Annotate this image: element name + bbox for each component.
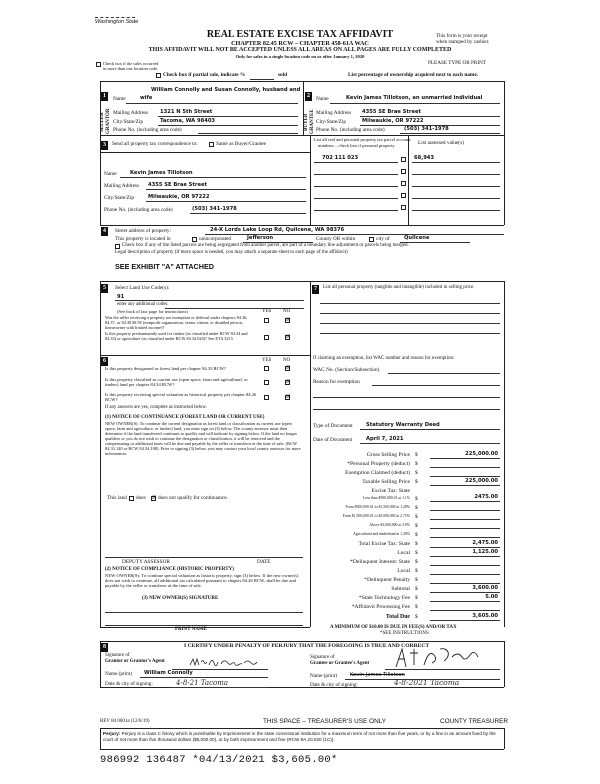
land-use-label: Select Land Use Code(s): [115, 285, 170, 291]
local-tax-label: Local [397, 550, 410, 556]
grantor-date-city[interactable]: 4-8-21 Tacoma [176, 679, 229, 687]
grantor-name-label: Name (print) [105, 671, 132, 677]
seller-name-2[interactable]: wife [140, 95, 153, 101]
interest-local-dollar: $ [415, 568, 418, 574]
subtotal-label: Subtotal [391, 586, 410, 592]
tier3-dollar: $ [415, 514, 418, 520]
corr-phone-label: Phone No. (including area code) [104, 207, 173, 213]
doc-type-label: Type of Document [313, 423, 353, 429]
reason-label: Reason for exemption [313, 379, 360, 385]
legal-description-label: Legal description of property (if more space is needed, you may attach a separate sheet to each page of the affidavit) [115, 250, 348, 255]
section-2-badge: 2 [307, 93, 310, 99]
grantee-sig-label: Signature of [310, 655, 335, 660]
tier3-label: From $1,500,000.01 to $3,000,000 at 2.75% [342, 514, 410, 518]
minimum-note: A MINIMUM OF $10.00 IS DUE IN FEE(S) AND/OR TAX [330, 625, 457, 630]
processing-fee-dollar: $ [415, 604, 418, 610]
perjury-notice: Perjury: Perjury is a class C felony which is punishable by imprisonment in the state correctional institution for a maximum term of not more than five years, or by a fine in an amount fixed by the court of not more than five thousand dollars ($5,000.00), or by both imprisonment and fine (RCW 9A.20.020 (1C)). [103, 731, 496, 742]
total-excise-value[interactable]: 2,475.00 [472, 540, 498, 546]
assessed-value[interactable]: 68,943 [414, 155, 435, 161]
buyer-city[interactable]: Milwaukie, OR 97222 [362, 118, 424, 124]
no-header-6: NO [283, 358, 291, 363]
seller-side-label: SELLER GRANTOR [100, 108, 111, 134]
gross-value[interactable]: 225,000.00 [465, 451, 498, 457]
buyer-name-label: Name [316, 96, 329, 102]
processing-fee-label: *Affidavit Processing Fee [351, 604, 410, 610]
yes-header: YES [262, 309, 272, 314]
historic-no-checkbox[interactable]: ☒ [286, 395, 291, 400]
corr-name-label: Name [104, 171, 117, 177]
section-6-badge: 6 [103, 358, 106, 364]
personal-property-checkbox[interactable] [401, 169, 406, 174]
gross-dollar: $ [415, 452, 418, 458]
historic-question: Is this property receiving special valuation as historical property per chapter 84.26 RCW? [105, 392, 257, 402]
seller-city[interactable]: Tacoma, WA 98403 [160, 118, 216, 124]
form-chapter: CHAPTER 82.45 RCW – CHAPTER 458-61A WAC [231, 40, 369, 47]
interest-state-label: *Delinquent Interest: State [350, 559, 410, 565]
grantee-date-city[interactable]: 4-8-2021 Tacoma [394, 678, 460, 687]
q2-yes-checkbox[interactable] [264, 335, 269, 340]
personal-dollar: $ [415, 461, 418, 467]
additional-codes-label: enter any additional codes: [117, 302, 169, 307]
treasurer-use-label: THIS SPACE – TREASURER'S USE ONLY [263, 718, 387, 725]
parcel-header: List all real and personal property tax parcel account [314, 137, 411, 142]
multi-location-label-2: in more than one location code. [103, 66, 159, 71]
grantor-sig-label: Signature of [105, 653, 130, 658]
current-use-yes-checkbox[interactable] [264, 380, 269, 385]
tier4-dollar: $ [415, 523, 418, 529]
state-label: Washington State [95, 19, 139, 25]
subtotal-dollar: $ [415, 586, 418, 592]
historic-yes-checkbox[interactable] [264, 395, 269, 400]
exemption-deduct-label: Exemption Claimed (deduct) [345, 470, 410, 476]
county-or-label: County OR within [316, 236, 356, 242]
city-value[interactable]: Quilcene [404, 235, 430, 241]
receipt-note-2: when stamped by cashier. [436, 39, 490, 45]
assessed-header: List assessed value(s) [418, 140, 464, 146]
this-land-label: This land [107, 495, 127, 501]
timber-question: Is this property predominantly used for timber (as classified under RCW 84.34 and 84.33) or agriculture (as classified under RCW 84.34.020)? See ETA 3215 [105, 331, 248, 341]
property-street[interactable]: 24-X Lords Lake Loop Rd, Quilcene, WA 98376 [210, 227, 345, 233]
tier1-label: Less than $500,000.01 at 1.1% [363, 496, 410, 500]
grantee-date-label: Date & city of signing: [310, 682, 358, 688]
section-4-badge: 4 [103, 228, 106, 234]
interest-local-label: Local [397, 568, 410, 574]
type-or-print: PLEASE TYPE OR PRINT [428, 60, 486, 66]
total-due-label: Total Due [385, 614, 410, 620]
form-subnotice: Only for sales in a single location code on or after January 1, 2020 [235, 54, 365, 59]
city-checkbox[interactable] [369, 237, 374, 242]
located-label: This property is located in [115, 236, 171, 242]
buyer-phone[interactable]: (503) 341-1978 [404, 126, 449, 132]
same-as-buyer-checkbox[interactable] [209, 142, 214, 147]
street-label: Street address of property: [115, 228, 172, 234]
total-due-dollar: $ [415, 614, 418, 620]
grantee-name-label: Name (print) [310, 673, 337, 679]
personal-property-checkbox[interactable] [401, 181, 406, 186]
total-excise-label: Total Excise Tax: State [358, 541, 410, 547]
print-name-label: PRINT NAME [175, 627, 207, 632]
tier1-value[interactable]: 2475.00 [474, 494, 498, 500]
q1-no-checkbox[interactable]: ☒ [286, 318, 291, 323]
tier5-dollar: $ [415, 532, 418, 538]
buyer-address-label: Mailing Address [316, 110, 352, 116]
partial-sale-label: Check box if partial sale, indicate % [163, 72, 246, 78]
q1-yes-checkbox[interactable] [264, 318, 269, 323]
taxable-dollar: $ [415, 479, 418, 485]
corr-address[interactable]: 4355 SE Brae Street [148, 182, 207, 188]
notice-continuance-text: NEW OWNER(S): To continue the current designation as forest land or classification as current use (open space, farm and agriculture, or timber) land, you must sign on (3) below. The county assessor must then determine if the land transferred continues to qualify and will indicate by signing below. If the land no longer qualifies or you do not wish to continue the designation or classification, it will be removed and the compensating or additional taxes will be due and payable by the seller or transferor at the time of sale. (RCW 84.33.140 or RCW 84.34.108). Prior to signing (3) below, you may contact your local county assessor for more information. [105, 421, 301, 457]
section-1-badge: 1 [103, 93, 106, 99]
county-treasurer-label: COUNTY TREASURER [440, 718, 508, 725]
no-header: NO [283, 309, 291, 314]
does-not-label: does not qualify for continuance. [158, 495, 228, 501]
corr-city[interactable]: Milwaukie, OR 97222 [148, 194, 210, 200]
deputy-assessor-label: DEPUTY ASSESSOR [122, 559, 170, 565]
notice-compliance-title: (2) NOTICE OF COMPLIANCE (HISTORIC PROPERTY) [105, 567, 234, 572]
does-label: does [136, 495, 146, 501]
local-tax-value[interactable]: 1,125.00 [472, 549, 498, 555]
tech-fee-dollar: $ [415, 595, 418, 601]
personal-deduct-label: *Personal Property (deduct) [347, 461, 410, 467]
section-7-badge: 7 [314, 286, 317, 292]
doc-type[interactable]: Statutory Warranty Deed [366, 422, 440, 428]
unincorporated-label: unincorporated [199, 236, 232, 242]
certify-title: I CERTIFY UNDER PENALTY OF PERJURY THAT THE FOREGOING IS TRUE AND CORRECT [184, 643, 430, 649]
gross-label: Gross Selling Price [366, 452, 410, 458]
excise-label: Excise Tax: State [371, 488, 410, 494]
current-use-question: Is this property classified as current use (open space, farm and agricultural, or timber) land per chapter 84.34 RCW? [105, 377, 248, 387]
buyer-phone-label: Phone No. (including area code) [316, 127, 385, 133]
segregated-checkbox[interactable] [115, 244, 120, 249]
buyer-name[interactable]: Kevin James Tillotson, an unmarried individual [346, 95, 483, 101]
section-8-badge: 8 [103, 644, 106, 650]
personal-property-checkbox[interactable] [401, 205, 406, 210]
buyer-city-label: City/State/Zip [316, 119, 347, 125]
seller-address-label: Mailing Address [113, 110, 149, 116]
tier4-label: Above $3,000,000 at 3.0% [369, 523, 410, 527]
notice-continuance-title: (1) NOTICE OF CONTINUANCE (FOREST LAND OR CURRENT USE) [105, 415, 265, 420]
corr-city-label: City/State/Zip [104, 195, 135, 201]
grantor-sig-label-2: Grantor or Grantor's Agent [105, 659, 165, 664]
parcel-number[interactable]: 702 111 023 [322, 155, 359, 161]
receipt-stamp: 986992 136487 *04/13/2021 $3,605.00* [100, 754, 338, 766]
section-5-badge: 5 [103, 285, 106, 291]
exemption-question: Was the seller receiving a property tax exemption or deferral under chapters 84.36, 84.37, or 84.38 RCW (nonprofit organization, senior citizen, or disabled person, homeowner with limited income)? [105, 315, 248, 330]
revision-code: REV 84 0001a (12/6/19) [100, 719, 150, 724]
seller-address[interactable]: 1321 N 5th Street [160, 109, 213, 115]
forest-yes-checkbox[interactable] [264, 366, 269, 371]
grantor-date-label: Date & city of signing: [105, 681, 153, 687]
taxable-label: Taxable Selling Price [362, 479, 410, 485]
subtotal-value[interactable]: 3,600.00 [472, 585, 498, 591]
section-3-badge: 3 [103, 142, 106, 148]
segregated-label: Check box if any of the listed parcels are being segregated from another parcel, are part of a boundary line adjustment or parcels being merged. [122, 243, 409, 248]
notice-compliance-text: NEW OWNER(S): To continue special valuation as historic property, sign (3) below. If the new owner(s) does not wish to continue, all additional tax calculated pursuant to chapter 84.26 RCW, shall be due and payable by the seller or transferor at the time of sale. [105, 573, 299, 589]
total-excise-dollar: $ [415, 541, 418, 547]
yes-header-6: YES [262, 358, 272, 363]
seller-name[interactable]: William Connolly and Susan Connolly, husband and [151, 87, 301, 93]
tech-fee-label: *State Technology Fee [358, 595, 410, 601]
seller-phone-label: Phone No. (including area code) [113, 127, 182, 133]
corr-name[interactable]: Kevin James Tillotson [130, 170, 193, 176]
forest-no-checkbox[interactable]: ☒ [286, 366, 291, 371]
tier1-dollar: $ [415, 496, 418, 502]
grantee-name[interactable]: Kevin James Tillotson [350, 672, 405, 678]
tier2-label: From $500,000.01 to $1,500,000 at 1.28% [345, 505, 410, 509]
unincorporated-checkbox[interactable] [192, 237, 197, 242]
tier5-label: Agricultural and timberland at 1.28% [353, 532, 410, 536]
doc-date[interactable]: April 7, 2021 [366, 436, 404, 442]
see-back-note: (See back of last page for instructions) [117, 309, 188, 314]
penalty-label: *Delinquent Penalty [364, 577, 410, 583]
seller-city-label: City/State/Zip [113, 119, 144, 125]
tier2-dollar: $ [415, 505, 418, 511]
new-owner-signature-label: (3) NEW OWNER(S) SIGNATURE [142, 596, 219, 601]
exemption-dollar: $ [415, 470, 418, 476]
wac-label: WAC No. (Section/Subsection) [313, 367, 380, 373]
land-use-code[interactable]: 91 [117, 294, 125, 300]
forest-question: Is this property designated as forest land per chapter 84.33 RCW? [105, 366, 227, 371]
multi-location-label: Check box if the sales occurred [103, 61, 159, 66]
interest-state-dollar: $ [415, 559, 418, 565]
buyer-address[interactable]: 4355 SE Brae Street [362, 109, 421, 115]
county-value[interactable]: Jefferson [247, 235, 274, 241]
form-title: REAL ESTATE EXCISE TAX AFFIDAVIT [206, 29, 394, 40]
corr-phone[interactable]: (503) 341-1978 [192, 206, 237, 212]
does-not-qualify-checkbox[interactable]: ☒ [152, 496, 157, 501]
partial-sale-checkbox[interactable] [156, 73, 161, 78]
form-notice: THIS AFFIDAVIT WILL NOT BE ACCEPTED UNLESS ALL AREAS ON ALL PAGES ARE FULLY COMPLETED [148, 47, 452, 53]
doc-date-label: Date of Document [313, 437, 353, 443]
same-as-buyer-label: Same as Buyer/Grantee [216, 141, 267, 147]
personal-property-checkbox[interactable] [401, 157, 406, 162]
grantee-signature[interactable] [392, 645, 482, 672]
answers-note: If any answers are yes, complete as instructed below. [105, 405, 207, 410]
grantor-name[interactable]: William Connolly [144, 670, 193, 676]
seller-name-label: Name [113, 96, 126, 102]
current-use-no-checkbox[interactable]: ☒ [286, 380, 291, 385]
penalty-dollar: $ [415, 577, 418, 583]
q2-no-checkbox[interactable]: ☒ [286, 335, 291, 340]
date-label: DATE [257, 559, 271, 565]
total-due-value[interactable]: 3,605.00 [472, 613, 498, 619]
does-qualify-checkbox[interactable] [129, 496, 134, 501]
multi-location-checkbox[interactable] [96, 62, 101, 67]
local-tax-dollar: $ [415, 550, 418, 556]
taxable-value[interactable]: 225,000.00 [465, 478, 498, 484]
sold-label: sold [278, 72, 288, 78]
see-instructions: *SEE INSTRUCTIONS [380, 631, 429, 636]
receipt-note: This form is your receipt [436, 33, 488, 39]
exhibit-text[interactable]: SEE EXHIBIT "A" ATTACHED [115, 262, 214, 271]
wac-intro: If claiming an exemption, list WAC number and reason for exemption: [313, 356, 455, 361]
personal-property-checkbox[interactable] [401, 193, 406, 198]
grantee-sig-label-2: Grantee or Grantee's Agent [310, 661, 370, 666]
parcel-header-2: numbers – check box if personal property [318, 143, 395, 148]
personal-property-label: List all personal property (tangible and intangible) included in selling price. [323, 285, 475, 290]
ownership-note: List percentage of ownership acquired next to each name. [348, 72, 479, 78]
city-of-label: city of [376, 236, 390, 242]
tech-fee-value[interactable]: 5.00 [485, 594, 498, 600]
correspondence-label: Send all property tax correspondence to: [112, 141, 198, 147]
buyer-side-label: BUYER GRANTEE [304, 109, 315, 134]
corr-address-label: Mailing Address [104, 183, 140, 189]
